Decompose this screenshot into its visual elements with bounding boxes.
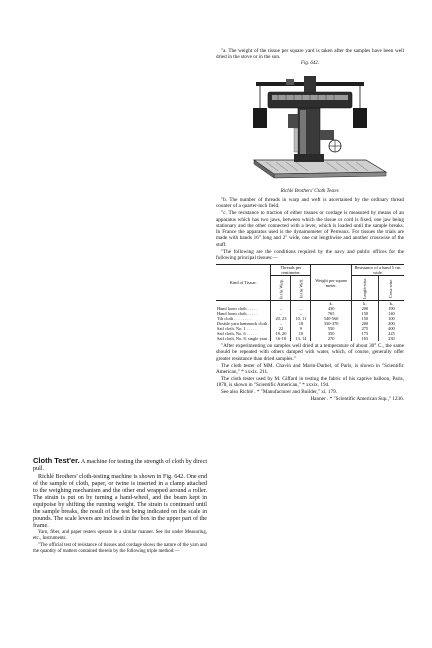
cell-weight: 765 xyxy=(311,311,352,316)
paragraph-after-1: "After experimenting on samples well dried at a temperature of about 30° C., the same should be repeated with others damped with water, which, of course, generally offer greater resistance than dried samples." xyxy=(216,343,404,362)
paragraph-a: "a. The weight of the tissue per square yard is taken after the samples have been well dried in the stove or in the sun. xyxy=(216,48,404,61)
tissue-table xyxy=(216,264,404,341)
see-also-2: Hanner . * "Scientific American Sup.," 1236. xyxy=(310,395,404,402)
header-weft: In the Weft. xyxy=(291,276,311,301)
cell-weft: 10, 11 xyxy=(291,316,311,321)
cell-warp: 22 xyxy=(271,326,291,331)
table-row xyxy=(216,336,404,341)
cell-weft: – xyxy=(291,311,311,316)
cell-lengthwise: 150 xyxy=(351,311,378,316)
cell-lengthwise: 165 xyxy=(351,336,378,341)
paragraph-b: "b. The number of threads in warp and weft is ascertained by the ordinary thread counter of a quarter-inch field. xyxy=(216,197,404,210)
cell-crosswise: 190 xyxy=(378,306,404,311)
unit-weight: k. xyxy=(311,301,352,307)
paragraph-description: Richlé Brothers' cloth-testing machine is shown in Fig. 642. One end of the sample of cloth, paper, or twine is inserted in a clamp attached to the weighing mechanism and the other end wrapped around a roller. The strain is put on by turning a hand-wheel, and the beam kept in equipoise by shifting the running weight. The strain is continued until the sample breaks, the result of the test being indicated on the scale in pounds. The scale levers are inclosed in the box in the upper part of the frame. xyxy=(33,473,207,529)
cell-weft: 10 xyxy=(291,331,311,336)
cell-weight: 330-370 xyxy=(311,321,352,326)
figure-caption: Richlé Brothers' Cloth Tester. xyxy=(280,188,340,194)
paragraph-official-test: "The official test of resistance of tissues and cordage shows the nature of the yarn and the quantity of matters contained therein by the following triple method:— xyxy=(33,542,207,554)
cell-weft: 13, 14 xyxy=(291,336,311,341)
cell-crosswise: 400 xyxy=(378,326,404,331)
header-crosswise: Cross-wise. xyxy=(378,276,404,301)
cell-kind: Hand loom cloth . . . . . xyxy=(217,306,258,312)
unit-crosswise: k. xyxy=(378,301,404,307)
cell-crosswise: 225 xyxy=(378,331,404,336)
cell-weft: 9 xyxy=(291,326,311,331)
paragraph-after-2: The cloth tester of MM. Chavin and Marin-Darbel, of Paris, is shown in "Scientific American," * xxxix. 211. xyxy=(216,362,404,375)
figure-label: Fig. 642. xyxy=(300,61,320,67)
cell-crosswise: 200 xyxy=(378,321,404,326)
cell-kind: Sail cloth, No. 6 . . . . . xyxy=(217,331,257,337)
header-weight: Weight per square meter. xyxy=(311,265,352,301)
entry-title: Cloth Test'er. xyxy=(33,456,80,465)
paragraph-c: "c. The resistance to traction of either tissues or cordage is measured by means of an apparatus which has two jaws, between which the tissue or cord is fixed, one jaw being stationary and the other connected with a lever, which is loaded until the sample breaks. In France the apparatus used is the dynamometer of Perreaux. For tissues the trials are made with bands 16" long and 2" wide, one cut lengthwise and another crosswise of the stuff. xyxy=(216,210,404,248)
paragraph-after-3: The cloth tester used by M. Giffard in testing the fabric of his captive balloon, Paris, 1878, is shown in "Scientific American," * xxxix. 194. xyxy=(216,375,404,388)
paragraph-see-list: Yarn, fiber, and paper testers operate in a similar manner. See list under Measuring, etc., Instruments. xyxy=(33,530,207,541)
cell-warp: – xyxy=(271,311,291,316)
cloth-tester-illustration xyxy=(216,68,404,188)
unit-lengthwise: k. xyxy=(351,301,378,307)
cell-lengthwise: 275 xyxy=(351,326,378,331)
cell-crosswise: 100 xyxy=(378,316,404,321)
header-warp: In the Warp. xyxy=(271,276,291,301)
right-column xyxy=(216,48,404,402)
cell-warp: – xyxy=(271,321,291,326)
left-column xyxy=(33,457,207,555)
cell-lengthwise: 150 xyxy=(351,316,378,321)
cell-crosswise: 230 xyxy=(378,336,404,341)
cell-lengthwise: 200 xyxy=(351,306,378,311)
entry-paragraph xyxy=(33,457,207,473)
header-threads: Threads per centimeter. xyxy=(271,265,311,276)
cell-weight: 430 xyxy=(311,306,352,311)
cell-warp: 18, 20 xyxy=(271,331,291,336)
cell-warp: 20, 23 xyxy=(271,316,291,321)
cell-weight: 270 xyxy=(311,336,352,341)
cell-kind: Sail cloth, No. 1 . . . . . xyxy=(217,326,257,332)
cell-lengthwise: 200 xyxy=(351,321,378,326)
cell-warp: – xyxy=(271,306,291,311)
cell-warp: 16-18 xyxy=(271,336,291,341)
cell-weft: 18 xyxy=(291,321,311,326)
header-kind: Kind of Tissue. xyxy=(216,265,271,301)
header-resistance: Resistance of a band 5 cm. wide. xyxy=(351,265,404,276)
cell-weight: 550 xyxy=(311,326,352,331)
cell-crosswise: 140 xyxy=(378,311,404,316)
cell-weight: 540-560 xyxy=(311,316,352,321)
cell-kind: Sail cloth, No. 8, single yarn . xyxy=(217,336,270,342)
cell-kind: Hand loom cloth . . . . . xyxy=(217,311,258,317)
header-lengthwise: Length-wise. xyxy=(351,276,378,301)
cell-kind: Tilt cloth . . . . . . . . xyxy=(217,316,251,322)
entry-definition: A machine for testing the strength of cloth by direct pull. xyxy=(33,459,208,472)
see-also-1: See also Richlé . * "Manufacturer and Builder," xi. 179. xyxy=(221,388,337,395)
paragraph-table-intro: "The following are the conditions required by the navy and public offices for the following principal tissues:— xyxy=(216,248,404,261)
cell-weight: 350 xyxy=(311,331,352,336)
cell-kind: Double yarn hammock cloth . xyxy=(217,321,270,327)
cell-weft: – xyxy=(291,306,311,311)
cell-lengthwise: 175 xyxy=(351,331,378,336)
